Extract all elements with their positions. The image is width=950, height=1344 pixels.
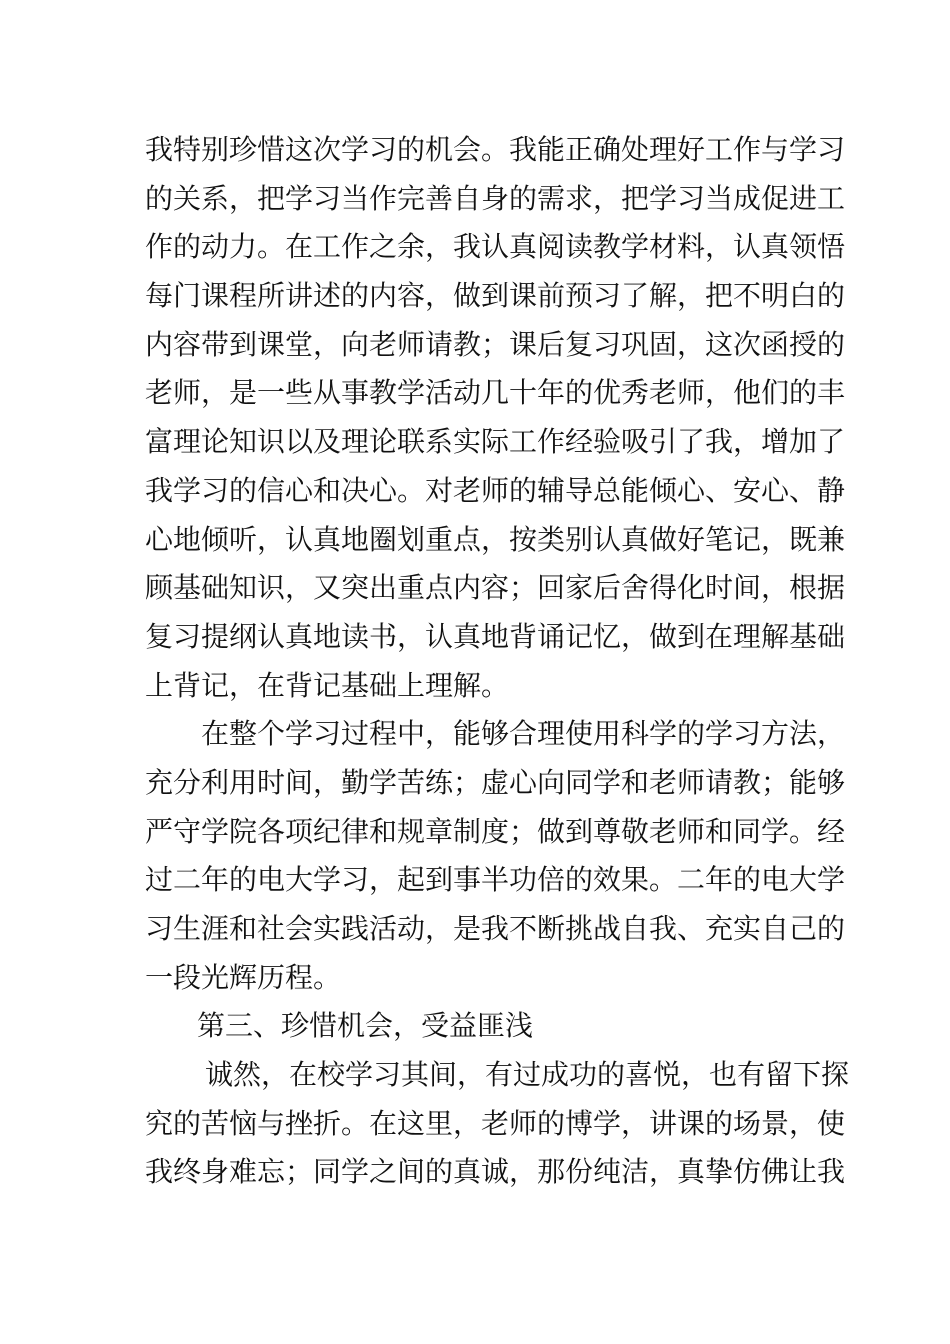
paragraph-4: [145, 1051, 850, 1197]
text-line: 顾基础知识，又突出重点内容；回家后舍得化时间，根据: [145, 571, 846, 605]
text-line: 过二年的电大学习，起到事半功倍的效果。二年的电大学: [145, 863, 846, 897]
text-line: 充分利用时间，勤学苦练；虚心向同学和老师请教；能够: [145, 765, 846, 799]
section-heading-text: 第三、珍惜机会，受益匪浅: [197, 1009, 534, 1043]
paragraph-1: [145, 126, 846, 710]
text-line: 每门课程所讲述的内容，做到课前预习了解，把不明白的: [145, 279, 846, 313]
text-line: 一段光辉历程。: [145, 960, 342, 994]
text-line: 我特别珍惜这次学习的机会。我能正确处理好工作与学习: [145, 133, 846, 166]
text-line: 复习提纲认真地读书，认真地背诵记忆，做到在理解基础: [145, 619, 846, 653]
text-line: 诚然，在校学习其间，有过成功的喜悦，也有留下探: [205, 1058, 850, 1092]
text-line: 的关系，把学习当作完善自身的需求，把学习当成促进工: [145, 181, 846, 215]
text-line: 心地倾听，认真地圈划重点，按类别认真做好笔记，既兼: [145, 522, 846, 556]
text-line: 习生涯和社会实践活动，是我不断挑战自我、充实自己的: [145, 912, 846, 945]
text-line: 富理论知识以及理论联系实际工作经验吸引了我，增加了: [145, 425, 846, 459]
text-line: 在整个学习过程中，能够合理使用科学的学习方法，: [201, 717, 846, 751]
text-line: 上背记，在背记基础上理解。: [145, 668, 510, 702]
section-heading: [145, 1002, 810, 1051]
text-line: 作的动力。在工作之余，我认真阅读教学材料，认真领悟: [145, 230, 846, 264]
text-line: 老师，是一些从事教学活动几十年的优秀老师，他们的丰: [145, 376, 846, 410]
document-body: [145, 126, 850, 1197]
text-line: 内容带到课堂，向老师请教；课后复习巩固，这次函授的: [145, 327, 846, 361]
text-line: 我学习的信心和决心。对老师的辅导总能倾心、安心、静: [145, 473, 846, 507]
paragraph-2: [145, 710, 846, 1002]
text-line: 严守学院各项纪律和规章制度；做到尊敬老师和同学。经: [145, 814, 846, 848]
text-line: 我终身难忘；同学之间的真诚，那份纯洁，真挚仿佛让我: [145, 1155, 846, 1189]
text-line: 究的苦恼与挫折。在这里，老师的博学，讲课的场景，使: [145, 1106, 846, 1140]
